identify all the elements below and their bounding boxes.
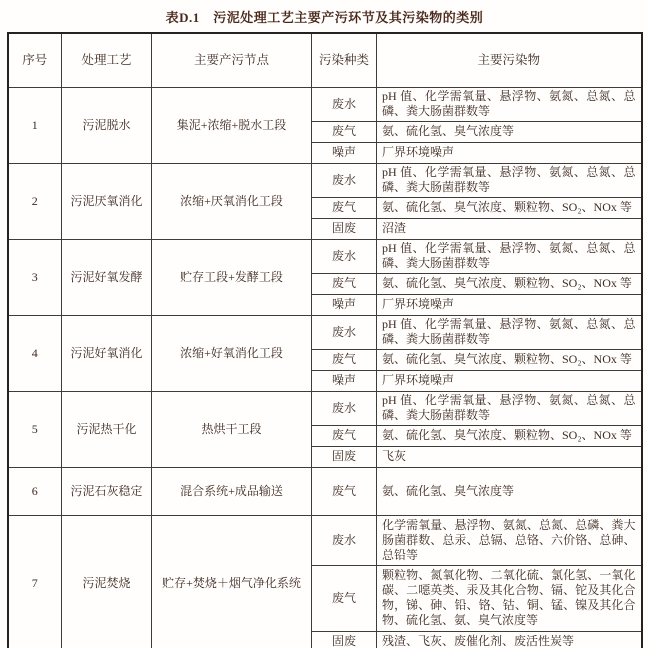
table-row (8, 163, 642, 197)
table-row (8, 239, 642, 273)
row1-process: 污泥脱水 (62, 87, 152, 163)
row2-type-wastegas: 废气 (312, 197, 377, 218)
row7-type-solidwaste: 固废 (312, 631, 377, 648)
pollution-category-table (7, 32, 643, 648)
row3-type-wastegas: 废气 (312, 273, 377, 294)
row1-pollutants-wastewater: pH 值、化学需氧量、悬浮物、氨氮、总氮、总磷、粪大肠菌群数等 (377, 87, 642, 121)
row4-pollutants-wastegas: 氨、硫化氢、臭气浓度、颗粒物、SO₂、NOx 等 (377, 349, 642, 370)
row2-type-solidwaste: 固废 (312, 218, 377, 239)
row1-type-wastewater: 废水 (312, 87, 377, 121)
row1-pollutants-noise: 厂界环境噪声 (377, 142, 642, 163)
header-node: 主要产污节点 (152, 33, 312, 87)
row7-process: 污泥焚烧 (62, 515, 152, 648)
table-row (8, 467, 642, 515)
row4-process: 污泥好氧消化 (62, 315, 152, 391)
row6-pollutants-wastegas: 氨、硫化氢、臭气浓度等 (377, 467, 642, 515)
row7-no: 7 (8, 515, 62, 648)
row6-process: 污泥石灰稳定 (62, 467, 152, 515)
row2-type-wastewater: 废水 (312, 163, 377, 197)
row5-no: 5 (8, 391, 62, 467)
header-no: 序号 (8, 33, 62, 87)
row3-pollutants-wastegas: 氨、硫化氢、臭气浓度、颗粒物、SO₂、NOx 等 (377, 273, 642, 294)
row5-type-wastewater: 废水 (312, 391, 377, 425)
row3-pollutants-noise: 厂界环境噪声 (377, 294, 642, 315)
row1-type-noise: 噪声 (312, 142, 377, 163)
row3-pollutants-wastewater: pH 值、化学需氧量、悬浮物、氨氮、总氮、总磷、粪大肠菌群数等 (377, 239, 642, 273)
row4-type-wastewater: 废水 (312, 315, 377, 349)
row2-pollutants-wastewater: pH 值、化学需氧量、悬浮物、氨氮、总氮、总磷、粪大肠菌群数等 (377, 163, 642, 197)
row6-no: 6 (8, 467, 62, 515)
row1-type-wastegas: 废气 (312, 121, 377, 142)
row6-node: 混合系统+成品输送 (152, 467, 312, 515)
row4-type-noise: 噪声 (312, 370, 377, 391)
row4-node: 浓缩+好氧消化工段 (152, 315, 312, 391)
row2-pollutants-solidwaste: 沼渣 (377, 218, 642, 239)
row4-no: 4 (8, 315, 62, 391)
table-row (8, 391, 642, 425)
row4-pollutants-wastewater: pH 值、化学需氧量、悬浮物、氨氮、总氮、总磷、粪大肠菌群数等 (377, 315, 642, 349)
row3-node: 贮存工段+发酵工段 (152, 239, 312, 315)
row2-node: 浓缩+厌氧消化工段 (152, 163, 312, 239)
table-title: 表D.1 污泥处理工艺主要产污环节及其污染物的类别 (165, 10, 484, 25)
header-pollution-type: 污染种类 (312, 33, 377, 87)
row1-pollutants-wastegas: 氨、硫化氢、臭气浓度等 (377, 121, 642, 142)
table-row (8, 515, 642, 565)
row2-process: 污泥厌氧消化 (62, 163, 152, 239)
row5-pollutants-wastewater: pH 值、化学需氧量、悬浮物、氨氮、总氮、总磷、粪大肠菌群数等 (377, 391, 642, 425)
row3-type-noise: 噪声 (312, 294, 377, 315)
table-row (8, 315, 642, 349)
row3-process: 污泥好氧发酵 (62, 239, 152, 315)
row2-pollutants-wastegas: 氨、硫化氢、臭气浓度、颗粒物、SO₂、NOx 等 (377, 197, 642, 218)
row7-type-wastegas: 废气 (312, 565, 377, 631)
row5-type-wastegas: 废气 (312, 425, 377, 446)
row5-type-solidwaste: 固废 (312, 446, 377, 467)
table-row (8, 87, 642, 121)
row5-pollutants-solidwaste: 飞灰 (377, 446, 642, 467)
row4-type-wastegas: 废气 (312, 349, 377, 370)
row7-node: 贮存+焚烧＋烟气净化系统 (152, 515, 312, 648)
row5-node: 热烘干工段 (152, 391, 312, 467)
row1-no: 1 (8, 87, 62, 163)
row3-no: 3 (8, 239, 62, 315)
row1-node: 集泥+浓缩+脱水工段 (152, 87, 312, 163)
row5-pollutants-wastegas: 氨、硫化氢、臭气浓度、颗粒物、SO₂、NOx 等 (377, 425, 642, 446)
table-header-row (8, 33, 642, 87)
row7-pollutants-wastegas: 颗粒物、氮氧化物、二氧化硫、氯化氢、一氧化碳、二噁英类、汞及其化合物、镉、铊及其化合物，锑、砷、铅、铬、钴、铜、锰、镍及其化合物、硫化氢、氨、臭气浓度等 (377, 565, 642, 631)
row7-pollutants-wastewater: 化学需氧量、悬浮物、氨氮、总氮、总磷、粪大肠菌群数、总汞、总镉、总铬、六价铬、总砷、总铅等 (377, 515, 642, 565)
row2-no: 2 (8, 163, 62, 239)
row6-type-wastegas: 废气 (312, 467, 377, 515)
header-process: 处理工艺 (62, 33, 152, 87)
row5-process: 污泥热干化 (62, 391, 152, 467)
row3-type-wastewater: 废水 (312, 239, 377, 273)
header-main-pollutants: 主要污染物 (377, 33, 642, 87)
row7-pollutants-solidwaste: 残渣、飞灰、废催化剂、废活性炭等 (377, 631, 642, 648)
row4-pollutants-noise: 厂界环境噪声 (377, 370, 642, 391)
row7-type-wastewater: 废水 (312, 515, 377, 565)
